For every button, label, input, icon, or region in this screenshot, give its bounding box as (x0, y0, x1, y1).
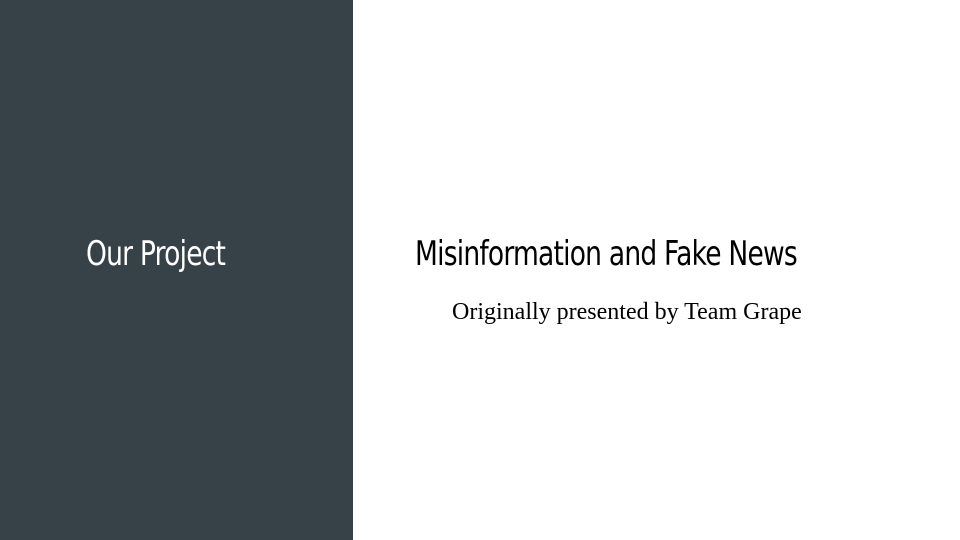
slide-title: Misinformation and Fake News (415, 234, 797, 274)
slide-subtitle: Originally presented by Team Grape (452, 299, 802, 325)
right-panel (353, 0, 960, 540)
left-panel (0, 0, 353, 540)
section-label: Our Project (86, 234, 226, 274)
